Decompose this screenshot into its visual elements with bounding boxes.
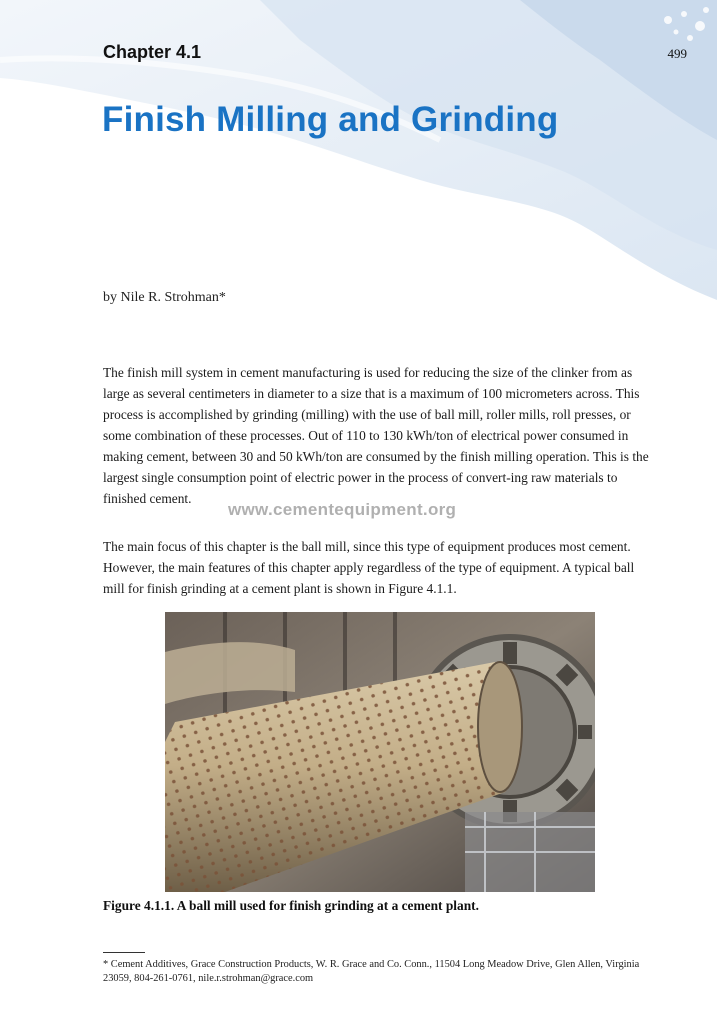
body-paragraph: The finish mill system in cement manufacturing is used for reducing the size of the clinker from as large as several centimeters in diameter to a size that is a maximum of 100 micrometers across. This process is accomplished by grinding (milling) with the use of ball mill, roller mills, roll presses, or some combination of these processes. Out of 110 to 130 kWh/ton of electrical power consumed in making cement, between 30 and 50 kWh/ton are consumed by the finish milling operation. This is the largest single consumption point of electric power in the process of convert-ing raw materials to finished cement. — [103, 365, 649, 506]
watermark: www.cementequipment.org — [228, 500, 457, 519]
ball-mill-photo — [165, 612, 595, 892]
footnote: * Cement Additives, Grace Construction Products, W. R. Grace and Co. Conn., 11504 Long Meadow Drive, Glen Allen, Virginia 23059, 804-261-0761, nile.r.strohman@grace.com — [103, 959, 640, 984]
chapter-title: Finish Milling and Grinding — [102, 100, 559, 139]
footnote-rule — [103, 952, 145, 953]
page-number: 499 — [667, 46, 687, 61]
author-byline: by Nile R. Strohman* — [103, 290, 226, 305]
body-paragraph: The main focus of this chapter is the ball mill, since this type of equipment produces most cement. However, the main features of this chapter apply regardless of the type of equipment. A typical ball mill for finish grinding at a cement plant is shown in Figure 4.1.1. — [103, 539, 635, 596]
figure-caption: Figure 4.1.1. A ball mill used for finish grinding at a cement plant. — [103, 898, 479, 913]
chapter-label: Chapter 4.1 — [103, 42, 202, 62]
